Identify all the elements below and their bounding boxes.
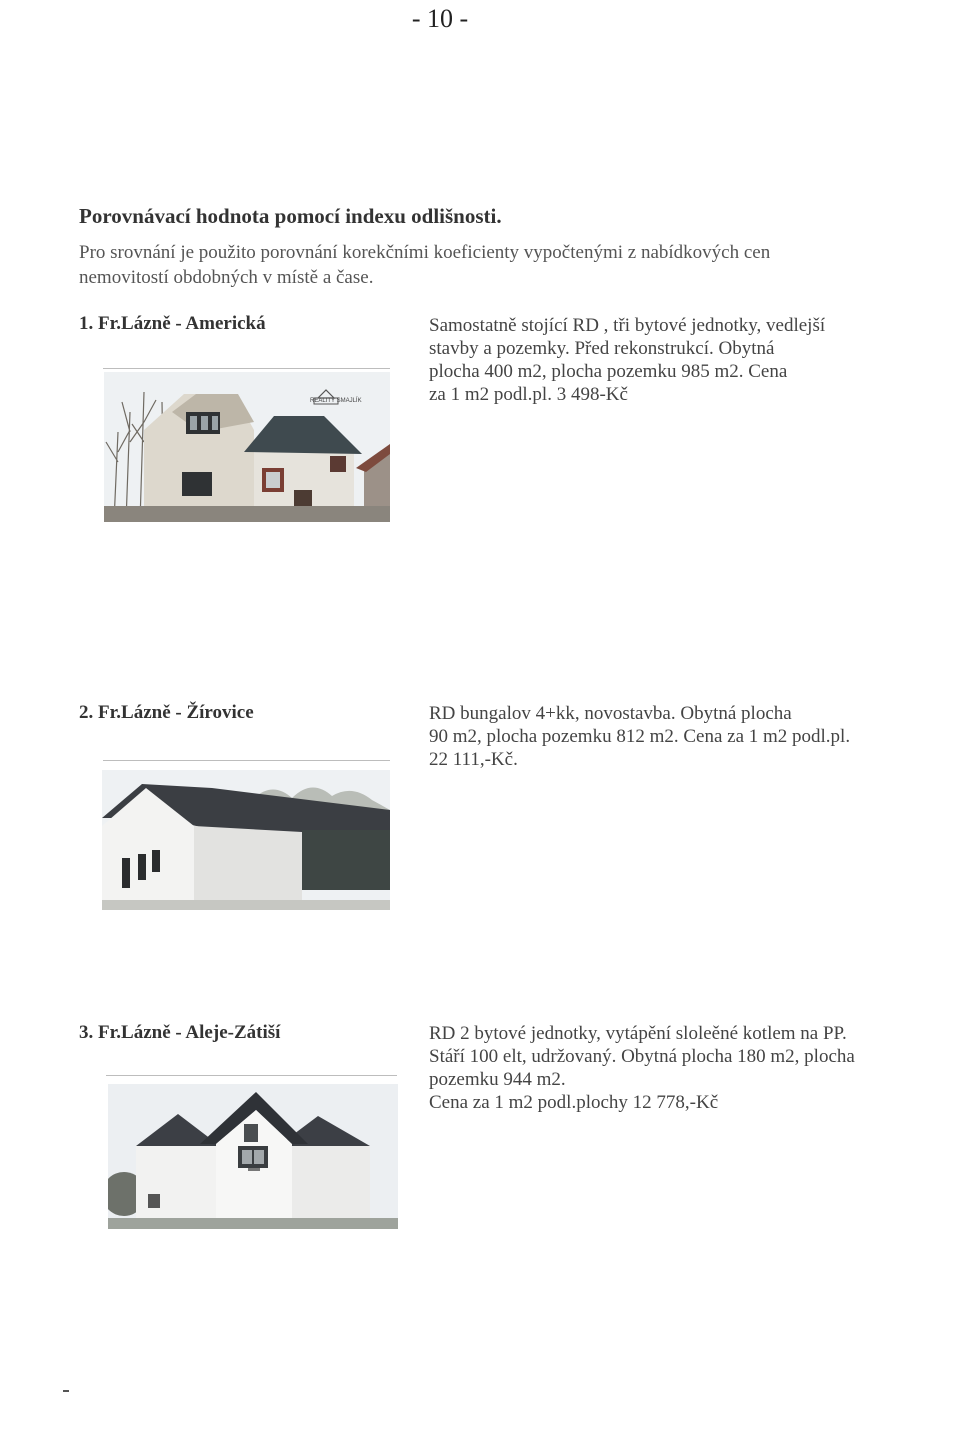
divider-line bbox=[106, 1075, 397, 1076]
section-heading: Porovnávací hodnota pomocí indexu odlišnosti. bbox=[79, 204, 502, 228]
intro-line-1: Pro srovnání je použito porovnání korekčními koeficienty vypočtenými z nabídkových cen bbox=[79, 242, 771, 263]
listing-2-description bbox=[429, 702, 899, 771]
listing-2-desc-line: 90 m2, plocha pozemku 812 m2. Cena za 1 m2 podl.pl. bbox=[429, 726, 851, 747]
listing-1-title: 1. Fr.Lázně - Americká bbox=[79, 313, 266, 334]
house-photo-icon bbox=[104, 372, 390, 522]
listing-3-desc-line: pozemku 944 m2. bbox=[429, 1069, 566, 1090]
listing-1-desc-line: Samostatně stojící RD , tři bytové jednotky, vedlejší bbox=[429, 315, 826, 336]
listing-1-desc-line: plocha 400 m2, plocha pozemku 985 m2. Cena bbox=[429, 361, 788, 382]
bungalow-photo-icon bbox=[102, 770, 390, 910]
listing-1-desc-line: za 1 m2 podl.pl. 3 498-Kč bbox=[429, 384, 628, 405]
listing-3-photo bbox=[108, 1084, 398, 1229]
page-number: - 10 - bbox=[411, 4, 469, 33]
listing-1-photo bbox=[104, 372, 390, 522]
listing-2-desc-line: 22 111,-Kč. bbox=[429, 749, 518, 770]
listing-3-desc-line: Cena za 1 m2 podl.plochy 12 778,-Kč bbox=[429, 1092, 719, 1113]
listing-3-desc-line: Stáří 100 elt, udržovaný. Obytná plocha 180 m2, plocha bbox=[429, 1046, 855, 1067]
watermark-text: REALITY SMAJLÍK bbox=[310, 398, 362, 404]
house-photo-icon bbox=[108, 1084, 398, 1229]
intro-line-2: nemovitostí obdobných v místě a čase. bbox=[79, 267, 374, 288]
listing-1-description bbox=[429, 314, 899, 406]
scan-mark bbox=[63, 1390, 69, 1392]
listing-2-title: 2. Fr.Lázně - Žírovice bbox=[79, 702, 254, 723]
divider-line bbox=[103, 760, 390, 761]
listing-3-title: 3. Fr.Lázně - Aleje-Zátiší bbox=[79, 1022, 281, 1043]
listing-3-desc-line: RD 2 bytové jednotky, vytápění sloleěné kotlem na PP. bbox=[429, 1023, 847, 1044]
listing-1-desc-line: stavby a pozemky. Před rekonstrukcí. Obytná bbox=[429, 338, 775, 359]
listing-3-description bbox=[429, 1022, 919, 1114]
intro-text bbox=[79, 240, 839, 290]
divider-line bbox=[103, 368, 390, 369]
listing-2-desc-line: RD bungalov 4+kk, novostavba. Obytná plocha bbox=[429, 703, 792, 724]
listing-2-photo bbox=[102, 770, 390, 910]
